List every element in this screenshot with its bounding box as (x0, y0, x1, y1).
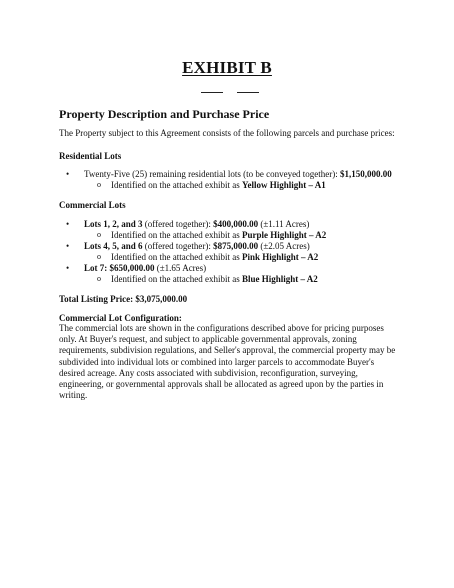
configuration-paragraph: The commercial lots are shown in the configurations described above for pricing purposes only. At Buyer's request, and subject to applicable governmental approvals, zoning requirements, subdivision regulations, and Seller's approval, the commercial property may be subdivided into individual lots or combined into larger parcels to accommodate Buyer's desired acreage. Any costs associated with subdivision, reconfiguration, surveying, engineering, or governmental approvals shall be allocated as agreed upon by the parties in writing. (59, 323, 396, 401)
initial-lines (0, 92, 454, 98)
sub-bullet-icon: o (97, 274, 101, 283)
commercial-item-acres: (±1.65 Acres) (154, 263, 207, 273)
sub-bullet-icon: o (97, 180, 101, 189)
bullet-icon: • (66, 241, 70, 251)
commercial-item-price: $875,000.00 (213, 241, 259, 251)
commercial-item-acres: (±1.11 Acres) (258, 219, 310, 229)
commercial-item-price: $650,000.00 (109, 263, 155, 273)
configuration-heading: Commercial Lot Configuration: (59, 313, 182, 323)
commercial-item-text (84, 263, 206, 273)
commercial-item-desc: (offered together): (142, 241, 214, 251)
commercial-sub-text (111, 274, 318, 284)
residential-heading: Residential Lots (59, 151, 122, 161)
total-listing-price: Total Listing Price: $3,075,000.00 (59, 294, 188, 304)
commercial-item-lots: Lot 7: (84, 263, 108, 273)
commercial-item-price: $400,000.00 (213, 219, 259, 229)
initial-line-2 (237, 92, 259, 93)
bullet-icon: • (66, 263, 70, 273)
residential-item-text (84, 169, 392, 179)
residential-sub-desc: Identified on the attached exhibit as (111, 180, 242, 190)
sub-bullet-icon: o (97, 252, 101, 261)
commercial-sub-desc: Identified on the attached exhibit as (111, 230, 242, 240)
residential-item-price: $1,150,000.00 (340, 169, 392, 179)
commercial-item-text (84, 241, 310, 251)
commercial-sub-desc: Identified on the attached exhibit as (111, 252, 242, 262)
commercial-heading: Commercial Lots (59, 200, 126, 210)
commercial-item-text (84, 219, 309, 229)
residential-item-desc: Twenty-Five (25) remaining residential lots (to be conveyed together): (84, 169, 341, 179)
residential-sub-highlight: Yellow Highlight – A1 (241, 180, 326, 190)
commercial-item-lots: Lots 1, 2, and 3 (84, 219, 143, 229)
commercial-sub-text (111, 252, 318, 262)
commercial-sub-highlight: Pink Highlight – A2 (241, 252, 319, 262)
commercial-item-lots: Lots 4, 5, and 6 (84, 241, 143, 251)
commercial-sub-highlight: Blue Highlight – A2 (241, 274, 318, 284)
initial-line-1 (201, 92, 223, 93)
commercial-sub-highlight: Purple Highlight – A2 (241, 230, 327, 240)
sub-bullet-icon: o (97, 230, 101, 239)
residential-sub-text (111, 180, 326, 190)
exhibit-title: EXHIBIT B (182, 58, 272, 77)
commercial-sub-text (111, 230, 326, 240)
commercial-item-acres: (±2.05 Acres) (258, 241, 310, 251)
bullet-icon: • (66, 219, 70, 229)
commercial-item-desc: (offered together): (142, 219, 214, 229)
intro-paragraph: The Property subject to this Agreement consists of the following parcels and purchase prices: (59, 128, 395, 138)
section-heading: Property Description and Purchase Price (59, 107, 270, 121)
commercial-sub-desc: Identified on the attached exhibit as (111, 274, 242, 284)
bullet-icon: • (66, 169, 70, 179)
